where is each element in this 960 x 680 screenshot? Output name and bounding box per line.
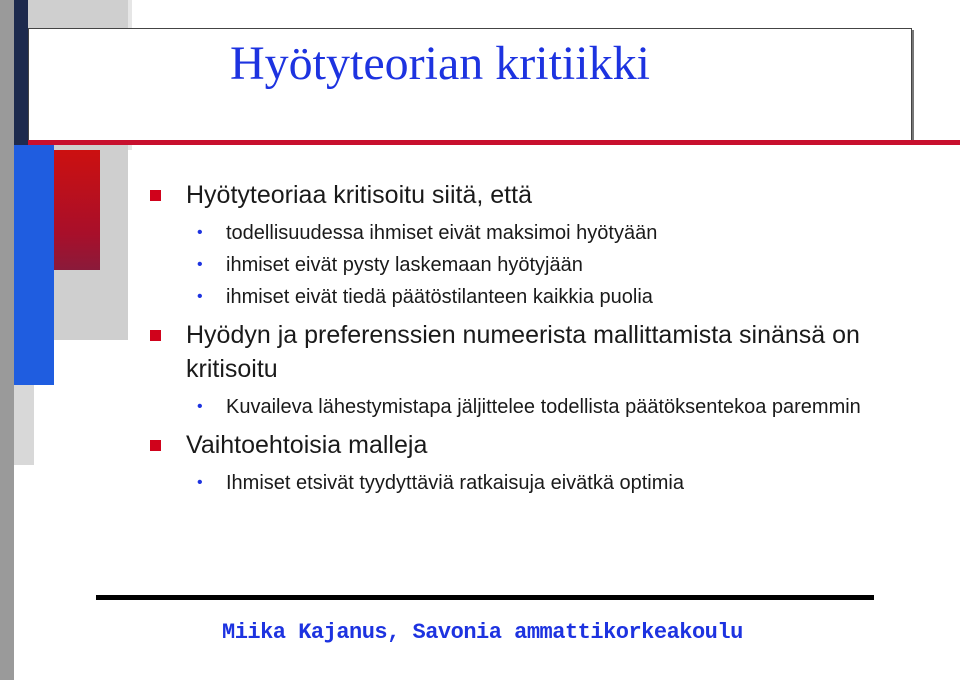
slide-title: Hyötyteorian kritiikki [230,37,650,90]
sub-bullet-text: ihmiset eivät pysty laskemaan hyötyjään [226,254,583,276]
sub-bullet-item [150,392,910,422]
title-underline [28,140,960,145]
square-bullet-icon [150,190,161,201]
square-bullet-icon [150,330,161,341]
decor-block-red [54,150,100,270]
sub-bullet-item [150,282,910,312]
sub-bullet-item [150,468,910,498]
dot-bullet-icon: • [197,224,203,241]
bullet-item [150,178,910,212]
sub-bullet-text: todellisuudessa ihmiset eivät maksimoi hyötyään [226,222,658,244]
dot-bullet-icon: • [197,398,203,415]
square-bullet-icon [150,440,161,451]
dot-bullet-icon: • [197,288,203,305]
bullet-text: Vaihtoehtoisia malleja [186,431,428,459]
bullet-item [150,318,910,386]
sub-bullet-item [150,250,910,280]
bullet-text: Hyötyteoriaa kritisoitu siitä, että [186,181,532,209]
sub-bullet-text: Ihmiset etsivät tyydyttäviä ratkaisuja eivätkä optimia [226,472,684,494]
dot-bullet-icon: • [197,256,203,273]
sub-bullet-item [150,218,910,248]
decor-stripe-navy [14,0,28,150]
decor-stripe-gray [0,0,14,680]
footer-rule [96,595,874,600]
slide-content [150,178,910,500]
dot-bullet-icon: • [197,474,203,491]
sub-bullet-text: ihmiset eivät tiedä päätöstilanteen kaikkia puolia [226,286,653,308]
sub-bullet-text: Kuvaileva lähestymistapa jäljittelee todellista päätöksentekoa paremmin [226,396,861,418]
footer-text: Miika Kajanus, Savonia ammattikorkeakoulu [222,620,743,645]
bullet-text: Hyödyn ja preferenssien numeerista mallittamista sinänsä on kritisoitu [186,321,860,383]
bullet-item [150,428,910,462]
decor-block-light-gray [14,385,34,465]
decor-block-blue [14,145,54,385]
